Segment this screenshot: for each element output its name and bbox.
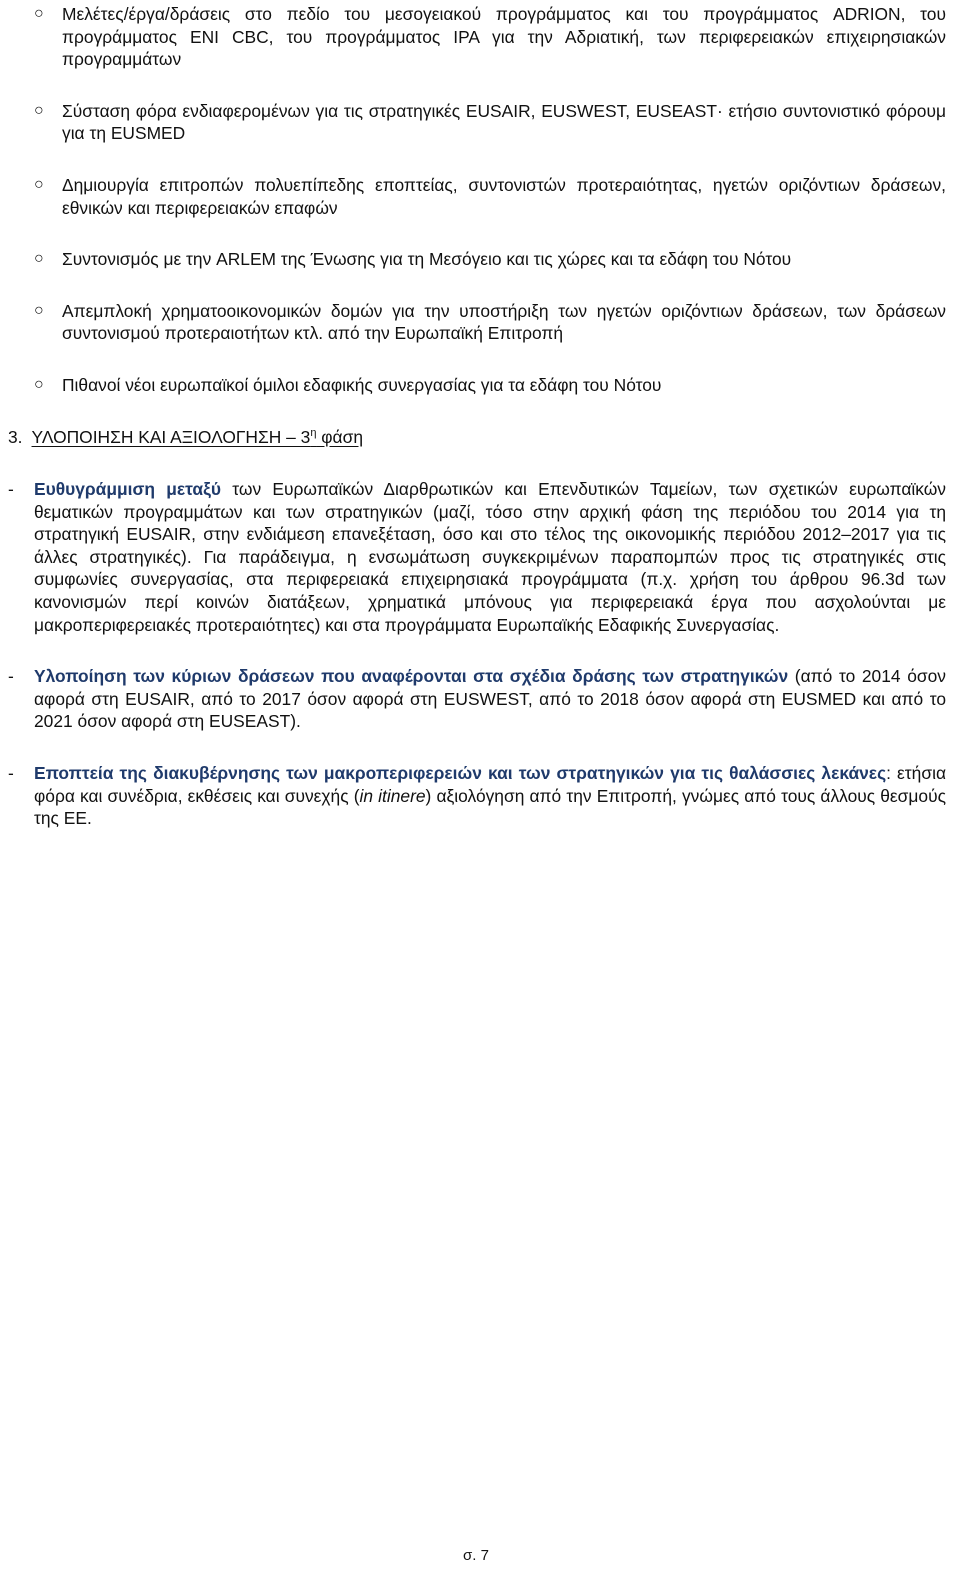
bullet-text: Δημιουργία επιτροπών πολυεπίπεδης εποπτείας, συντονιστών προτεραιότητας, ηγετών οριζόντιων δράσεων, εθνικών και περιφερειακών επαφών xyxy=(62,174,946,218)
bullet-circle-icon: ○ xyxy=(34,101,44,119)
bullet-text: Συντονισμός με την ARLEM της Ένωσης για τη Μεσόγειο και τις χώρες και τα εδάφη του Νότου xyxy=(62,249,792,270)
dash-item-bold: Ευθυγράμμιση μεταξύ xyxy=(34,479,221,499)
bullet-circle-icon: ○ xyxy=(34,250,44,268)
section-title-superscript: η xyxy=(310,427,317,439)
section-title xyxy=(32,427,364,447)
phase-dash-list xyxy=(8,478,946,830)
page-number: σ. 7 xyxy=(463,1547,489,1564)
bullet-text: Μελέτες/έργα/δράσεις στο πεδίο του μεσογειακού προγράμματος και του προγράμματος ADRION, του προγράμματος ENI CBC, του προγράμματος IPA για την Αδριατική, των περιφερειακών επιχειρησιακών προγραμμάτων xyxy=(62,4,946,70)
dash-item xyxy=(8,762,946,830)
bullet-circle-icon: ○ xyxy=(34,175,44,193)
bullet-text: Πιθανοί νέοι ευρωπαϊκοί όμιλοι εδαφικής συνεργασίας για τα εδάφη του Νότου xyxy=(62,374,662,395)
dash-item-italic: in itinere xyxy=(359,785,426,806)
bullet-circle-icon: ○ xyxy=(34,301,44,319)
bullet-circle-icon: ○ xyxy=(34,375,44,393)
dash-marker: - xyxy=(8,666,14,687)
bullet-text: Σύσταση φόρα ενδιαφερομένων για τις στρατηγικές EUSAIR, EUSWEST, EUSEAST· ετήσιο συντονιστικό φόρουμ για τη EUSMED xyxy=(62,100,946,144)
dash-item-bold: Υλοποίηση των κύριων δράσεων που αναφέρονται στα σχέδια δράσης των στρατηγικών xyxy=(34,666,789,687)
dash-item-text: των Ευρωπαϊκών Διαρθρωτικών και Επενδυτικών Ταμείων, των σχετικών ευρωπαϊκών θεματικών προγραμμάτων και των στρατηγικών (μαζί, τόσο στην αρχική φάση της περιόδου του 2014 για τη στρατηγική EUSAIR, στην ενδιάμεση επανεξέταση, όσο και στο τέλος της οικονομικής περιόδου 2012–2017 για τις άλλες στρατηγικές). Για παράδειγμα, η ενσωμάτωση συγκεκριμένων παραπομπών προς τις στρατηγικές στις συμφωνίες συνεργασίας, στα περιφερειακά επιχειρησιακά προγράμματα (π.χ. χρήση του άρθρου 96.3d των κανονισμών περί κοινών διατάξεων, χρηματικά μπόνους για περιφερειακά έργα που ασχολούνται με μακροπεριφερειακές προτεραιότητες) και στα προγράμματα Ευρωπαϊκής Εδαφικής Συνεργασίας. xyxy=(34,479,946,635)
section-title-end: φάση xyxy=(316,427,364,447)
dash-item-text: (από το 2014 όσον αφορά στη EUSAIR, από το 2017 όσον αφορά στη EUSWEST, από το 2018 όσον αφορά στη EUSMED και από το 2021 όσον αφορά στη EUSEAST). xyxy=(34,666,946,732)
section-number: 3. xyxy=(8,427,23,447)
bullet-item xyxy=(34,100,946,145)
bullet-item xyxy=(34,174,946,219)
section-heading xyxy=(8,426,608,449)
bullet-circle-icon: ○ xyxy=(34,5,44,22)
dash-item xyxy=(8,478,946,636)
bullet-item xyxy=(34,3,946,71)
bullet-item xyxy=(34,374,946,397)
dash-marker: - xyxy=(8,479,14,499)
bullet-item xyxy=(34,300,946,345)
dash-item xyxy=(8,665,946,733)
bullet-text: Απεμπλοκή χρηματοοικονομικών δομών για την υποστήριξη των ηγετών οριζόντιων δράσεων, των δράσεων συντονισμού προτεραιοτήτων κτλ. από την Ευρωπαϊκή Επιτροπή xyxy=(62,300,946,344)
section-title-main: ΥΛΟΠΟΙΗΣΗ ΚΑΙ ΑΞΙΟΛΟΓΗΣΗ – 3 xyxy=(31,427,311,447)
dash-marker: - xyxy=(8,762,14,783)
dash-item-text: ) αξιολόγηση από την Επιτροπή, γνώμες από τους άλλους θεσμούς της ΕΕ. xyxy=(34,785,946,829)
dash-item-bold: Εποπτεία της διακυβέρνησης των μακροπεριφερειών και των στρατηγικών για τις θαλάσσιες λεκάνες xyxy=(34,762,887,783)
measures-bullet-list xyxy=(34,3,946,397)
dash-item-text: : ετήσια φόρα και συνέδρια, εκθέσεις και συνεχής ( xyxy=(34,762,946,806)
bullet-item xyxy=(34,248,946,271)
